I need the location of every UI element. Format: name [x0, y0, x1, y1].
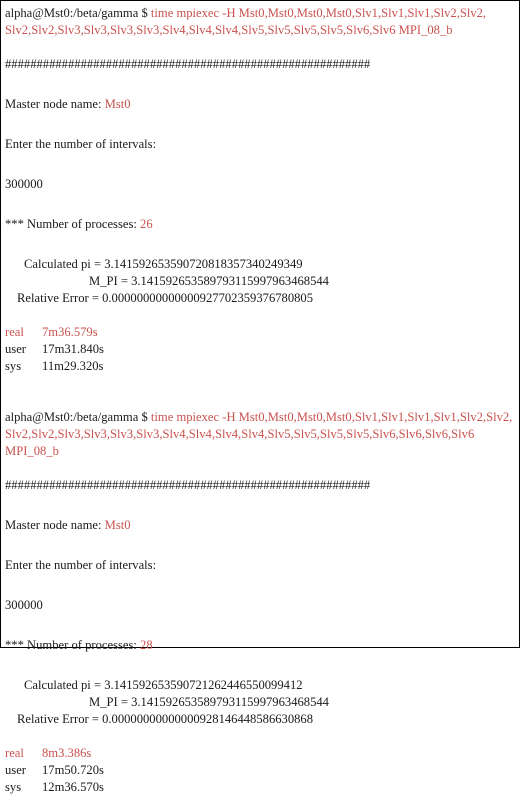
real-time-line [5, 745, 517, 762]
user-value: 17m50.720s [42, 763, 104, 777]
master-node-value: Mst0 [104, 518, 131, 532]
user-value: 17m31.840s [42, 342, 104, 356]
shell-prompt: alpha@Mst0:/beta/gamma $ [5, 6, 151, 20]
separator-line: ########################################################## [5, 478, 371, 492]
m-pi-line: M_PI = 3.141592653589793115997963468544 [89, 695, 329, 709]
real-value: 7m36.579s [42, 325, 98, 339]
calculated-pi-line: Calculated pi = 3.141592653590720818357340249349 [24, 257, 303, 271]
sys-value: 12m36.570s [42, 780, 104, 794]
relative-error-line: Relative Error = 0.00000000000000927702359376780805 [17, 291, 314, 305]
processes-label: *** Number of processes: [5, 217, 141, 231]
real-time-line [5, 324, 517, 341]
real-label: real [5, 325, 24, 339]
user-label: user [5, 763, 26, 777]
terminal-output [5, 5, 517, 796]
relative-error-line: Relative Error = 0.00000000000000928146448586630868 [17, 712, 314, 726]
processes-value: 26 [140, 217, 153, 231]
real-value: 8m3.386s [42, 746, 92, 760]
run-block-1 [5, 5, 517, 375]
processes-line [5, 637, 517, 654]
command-line [5, 5, 517, 22]
intervals-prompt: Enter the number of intervals: [5, 558, 157, 572]
processes-value: 28 [140, 638, 153, 652]
sys-label: sys [5, 359, 22, 373]
intervals-value: 300000 [5, 598, 43, 612]
command-text: time mpiexec -H Mst0,Mst0,Mst0,Mst0,Slv1,Slv1,Slv1,Slv2,Slv2, [150, 6, 487, 20]
command-text-continuation: Slv2,Slv2,Slv3,Slv3,Slv3,Slv3,Slv4,Slv4,Slv4,Slv5,Slv5,Slv5,Slv5,Slv6,Slv6 MPI_08_b [5, 23, 453, 37]
processes-label: *** Number of processes: [5, 638, 141, 652]
intervals-prompt: Enter the number of intervals: [5, 137, 157, 151]
real-label: real [5, 746, 24, 760]
master-node-value: Mst0 [104, 97, 131, 111]
user-time-line [5, 762, 517, 779]
command-text-continuation: MPI_08_b [5, 444, 59, 458]
sys-time-line [5, 358, 517, 375]
user-time-line [5, 341, 517, 358]
master-node-line [5, 96, 517, 113]
sys-label: sys [5, 780, 22, 794]
user-label: user [5, 342, 26, 356]
shell-prompt: alpha@Mst0:/beta/gamma $ [5, 410, 151, 424]
separator-line: ########################################################## [5, 57, 371, 71]
command-line [5, 409, 517, 426]
sys-time-line [5, 779, 517, 796]
m-pi-line: M_PI = 3.141592653589793115997963468544 [89, 274, 329, 288]
master-node-line [5, 517, 517, 534]
intervals-value: 300000 [5, 177, 43, 191]
master-node-label: Master node name: [5, 518, 105, 532]
run-block-2 [5, 409, 517, 796]
processes-line [5, 216, 517, 233]
master-node-label: Master node name: [5, 97, 105, 111]
sys-value: 11m29.320s [42, 359, 104, 373]
calculated-pi-line: Calculated pi = 3.141592653590721262446550099412 [24, 678, 303, 692]
command-text-continuation: Slv2,Slv2,Slv3,Slv3,Slv3,Slv3,Slv4,Slv4,Slv4,Slv4,Slv5,Slv5,Slv5,Slv5,Slv6,Slv6,Slv6,Slv6 [5, 427, 475, 441]
command-text: time mpiexec -H Mst0,Mst0,Mst0,Mst0,Slv1,Slv1,Slv1,Slv1,Slv2,Slv2, [150, 410, 513, 424]
